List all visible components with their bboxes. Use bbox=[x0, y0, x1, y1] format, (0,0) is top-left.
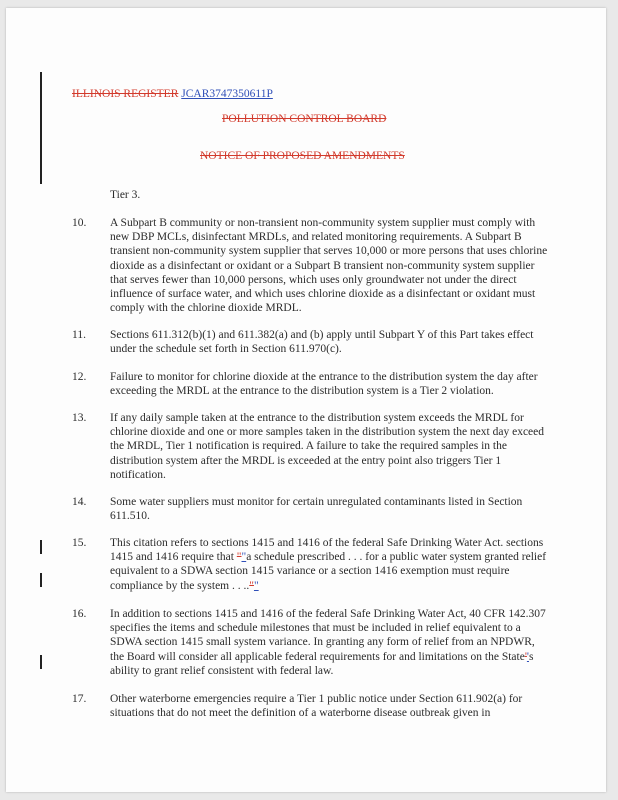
item-text: In addition to sections 1415 and 1416 of the federal Safe Drinking Water Act, 40 CFR 142.307 specifies the items and schedule milestones that must be included in relief equivalent to a SDWA section 1415 small system variance. In granting any form of relief from an NPDWR, the Board will consider all applicable federal requirements for and limitations on the State''s ability to grant relief consistent with federal law. bbox=[110, 608, 546, 677]
item-number: 17. bbox=[72, 693, 87, 705]
register-header bbox=[72, 87, 273, 101]
intro-text: Tier 3. bbox=[110, 189, 141, 201]
revision-bar bbox=[40, 72, 42, 184]
item-text: A Subpart B community or non-transient non-community system supplier must comply with new DBP MCLs, disinfectant MRDLs, and related monitoring requirements. A Subpart B transient non-community system supplier that serves 10,000 or more persons that uses chlorine dioxide as a disinfectant or oxidant or a Subpart B transient non-community system supplier that serves fewer than 10,000 persons, which uses only groundwater not under the direct influence of surface water, and which uses chlorine dioxide as a disinfectant or oxidant must comply with the chlorine dioxide MRDL. bbox=[110, 217, 548, 315]
document-page bbox=[6, 8, 606, 792]
item-text: Some water suppliers must monitor for certain unregulated contaminants listed in Section 611.510. bbox=[110, 496, 523, 523]
item-number: 12. bbox=[72, 371, 87, 383]
item-text: Sections 611.312(b)(1) and 611.382(a) and (b) apply until Subpart Y of this Part takes effect under the schedule set forth in Section 611.970(c). bbox=[110, 329, 534, 356]
item-text: This citation refers to sections 1415 and 1416 of the federal Safe Drinking Water Act. sections 1415 and 1416 require that ""a schedule prescribed . . . for a public water system granted relief equivalent to a SDWA section 1415 variance or a section 1416 exemption must require compliance by the system . . .."" bbox=[110, 537, 547, 592]
register-struck: ILLINOIS REGISTER bbox=[72, 88, 179, 100]
revision-bar bbox=[40, 573, 42, 587]
item-number: 10. bbox=[72, 217, 87, 229]
item-text: If any daily sample taken at the entrance to the distribution system exceeds the MRDL for chlorine dioxide and one or more samples taken in the distribution system the next day exceed the MRDL, Tier 1 notification is required. A failure to take the required samples in the distribution system after the MRDL is exceeded at the entry point also triggers Tier 1 notification. bbox=[110, 412, 545, 481]
board-title: POLLUTION CONTROL BOARD bbox=[222, 113, 387, 125]
item-number: 15. bbox=[72, 537, 87, 549]
revision-bar bbox=[40, 655, 42, 669]
register-inserted: JCAR3747350611P bbox=[181, 88, 273, 100]
item-number: 13. bbox=[72, 412, 87, 424]
item-text: Failure to monitor for chlorine dioxide at the entrance to the distribution system the day after exceeding the MRDL at the entrance to the distribution system is a Tier 2 violation. bbox=[110, 371, 538, 398]
revision-bar bbox=[40, 540, 42, 554]
item-number: 11. bbox=[72, 329, 86, 341]
item-number: 16. bbox=[72, 608, 87, 620]
item-number: 14. bbox=[72, 496, 87, 508]
notice-title: NOTICE OF PROPOSED AMENDMENTS bbox=[200, 150, 405, 162]
item-text: Other waterborne emergencies require a Tier 1 public notice under Section 611.902(a) for situations that do not meet the definition of a waterborne disease outbreak given in bbox=[110, 693, 523, 720]
